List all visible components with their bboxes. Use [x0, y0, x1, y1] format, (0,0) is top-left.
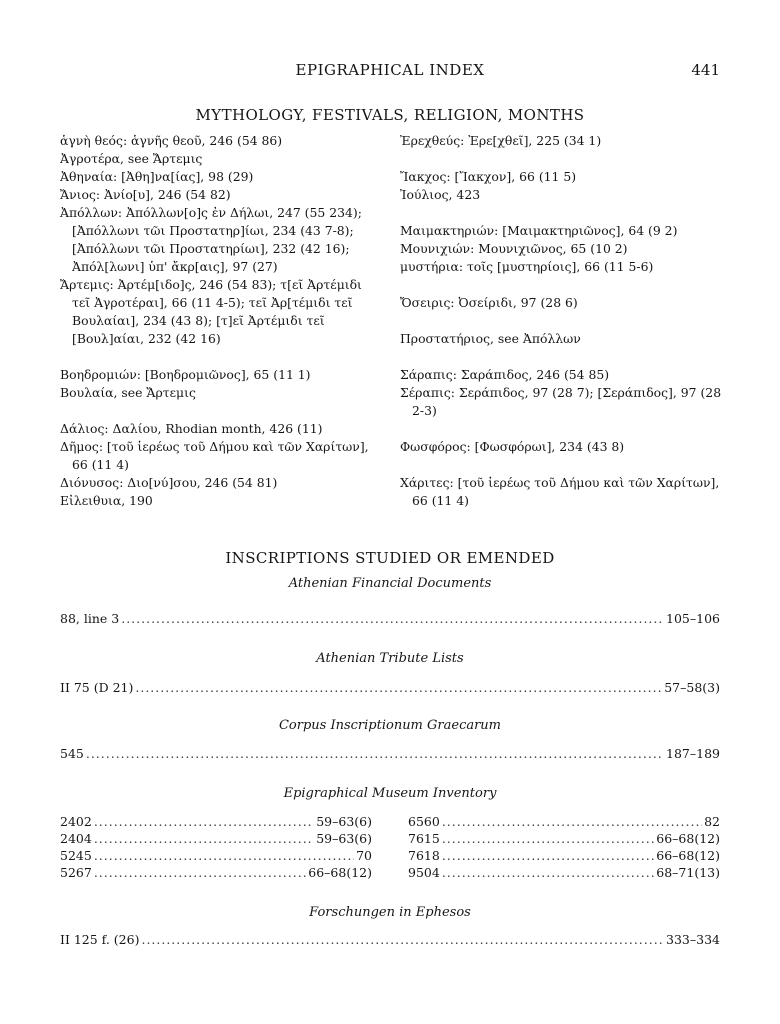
spacer [400, 348, 722, 366]
museum-column-left [60, 813, 372, 881]
index-entry: Μουνιχιών: Μουνιχιῶνος, 65 (10 2) [400, 241, 628, 256]
page-reference: 59–63(6) [316, 814, 372, 829]
inscription-row [60, 813, 372, 830]
page-reference: 105–106 [666, 611, 720, 626]
inscription-row [408, 830, 720, 847]
inscription-label: 5245 [60, 848, 92, 863]
leader-dots [442, 830, 654, 847]
section-title-mythology: MYTHOLOGY, FESTIVALS, RELIGION, MONTHS [195, 106, 585, 124]
index-entry: Ἄνιος: Ἀνίο[υ], 246 (54 82) [60, 187, 231, 202]
leader-dots [94, 830, 314, 847]
leader-dots [94, 847, 354, 864]
page-number: 441 [691, 61, 720, 79]
index-entry: Δῆμος: [τοῦ ἱερέως τοῦ Δήμου καὶ τῶν Χαρίτων], 66 (11 4) [60, 439, 369, 472]
spacer [60, 402, 382, 420]
subsection-title-financial: Athenian Financial Documents [288, 576, 492, 591]
mythology-column-right [400, 132, 722, 510]
inscription-label: 7618 [408, 848, 440, 863]
page-reference: 66–68(12) [656, 831, 720, 846]
index-entry: Διόνυσος: Διο[νύ]σου, 246 (54 81) [60, 475, 278, 490]
index-entry: Σάραπις: Σαράπιδος, 246 (54 85) [400, 367, 610, 382]
leader-dots [442, 864, 654, 881]
inscription-label: 545 [60, 746, 84, 761]
leader-dots [121, 610, 664, 628]
inscription-row [408, 813, 720, 830]
page-reference: 66–68(12) [308, 865, 372, 880]
spacer [400, 420, 722, 438]
leader-dots [442, 813, 702, 830]
leader-dots [141, 931, 664, 949]
index-entry: Ἄρτεμις: Ἀρτέμ[ιδο]ς, 246 (54 83); τ[εῖ Ἀρτέμιδι τεῖ Ἀγροτέραι], 66 (11 4-5); τεῖ Ἀρ[τέμιδι τεῖ Βουλαίαι], 234 (43 8); [τ]εῖ Ἀρτέμιδι τεῖ [Βουλ]αίαι, 232 (42 16) [60, 277, 362, 346]
page-reference: 70 [356, 848, 372, 863]
spacer [400, 456, 722, 474]
leader-dots [135, 679, 662, 697]
subsection-title-corpus: Corpus Inscriptionum Graecarum [278, 718, 502, 733]
inscription-label: II 75 (D 21) [60, 680, 134, 695]
index-entry: Ἴακχος: [Ἴακχον], 66 (11 5) [400, 169, 577, 184]
subsection-title-tribute: Athenian Tribute Lists [316, 651, 464, 666]
index-entry: Χάριτες: [τοῦ ἱερέως τοῦ Δήμου καὶ τῶν Χαρίτων], 66 (11 4) [400, 475, 720, 508]
running-head [60, 61, 720, 83]
page-reference: 68–71(13) [656, 865, 720, 880]
inscription-label: 9504 [408, 865, 440, 880]
inscription-row [60, 745, 720, 763]
index-entry: Σέραπις: Σεράπιδος, 97 (28 7); [Σεράπιδος], 97 (28 2-3) [400, 385, 722, 418]
inscription-label: 2404 [60, 831, 92, 846]
inscription-label: II 125 f. (26) [60, 932, 140, 947]
running-title: EPIGRAPHICAL INDEX [295, 61, 485, 79]
leader-dots [442, 847, 654, 864]
index-entry: Ἐρεχθεύς: Ἐρε[χθεῖ], 225 (34 1) [400, 133, 602, 148]
spacer [60, 348, 382, 366]
inscription-row [408, 864, 720, 881]
index-entry: Δάλιος: Δαλίου, Rhodian month, 426 (11) [60, 421, 323, 436]
inscription-row [60, 830, 372, 847]
inscription-row [60, 679, 720, 697]
index-entry: Ἀπόλλων: Ἀπόλλων[ο]ς ἐν Δήλωι, 247 (55 234); [Ἀπόλλωνι τῶι Προστατηρ]ίωι, 234 (43 7-8); [Ἀπόλλωνι τῶι Προστατηρίωι], 232 (42 16); Ἀπόλ[λωνι] ὑπ' ἄκρ[αις], 97 (27) [60, 205, 362, 274]
index-entry: Ὄσειρις: Ὀσείριδι, 97 (28 6) [400, 295, 578, 310]
subsection-title-museum: Epigraphical Museum Inventory [283, 786, 497, 801]
spacer [400, 312, 722, 330]
index-entry: Προστατήριος, see Ἀπόλλων [400, 331, 581, 346]
inscription-label: 88, line 3 [60, 611, 120, 626]
spacer [400, 150, 722, 168]
subsection-title-ephesos: Forschungen in Ephesos [309, 905, 471, 920]
index-entry: Μαιμακτηριών: [Μαιμακτηριῶνος], 64 (9 2) [400, 223, 678, 238]
inscription-row [60, 847, 372, 864]
index-entry: Φωσφόρος: [Φωσφόρωι], 234 (43 8) [400, 439, 625, 454]
inscription-label: 2402 [60, 814, 92, 829]
index-entry: ἁγνὴ θεός: ἁγνῆς θεοῦ, 246 (54 86) [60, 133, 283, 148]
leader-dots [94, 813, 314, 830]
inscription-label: 5267 [60, 865, 92, 880]
inscription-row [60, 864, 372, 881]
index-entry: μυστήρια: τοῖς [μυστηρίοις], 66 (11 5-6) [400, 259, 654, 274]
page-reference: 187–189 [666, 746, 720, 761]
spacer [400, 204, 722, 222]
leader-dots [86, 745, 664, 763]
index-entry: Ἀγροτέρα, see Ἄρτεμις [60, 151, 203, 166]
inscription-label: 7615 [408, 831, 440, 846]
museum-column-right [408, 813, 720, 881]
index-entry: Ἰούλιος, 423 [400, 187, 481, 202]
index-entry: Εἰλειθυια, 190 [60, 493, 153, 508]
index-entry: Βοηδρομιών: [Βοηδρομιῶνος], 65 (11 1) [60, 367, 311, 382]
page-reference: 82 [704, 814, 720, 829]
inscription-row [60, 931, 720, 949]
index-entry: Ἀθηναία: [Ἀθη]να[ίας], 98 (29) [60, 169, 254, 184]
inscription-label: 6560 [408, 814, 440, 829]
mythology-column-left [60, 132, 382, 510]
spacer [400, 276, 722, 294]
page-reference: 59–63(6) [316, 831, 372, 846]
leader-dots [94, 864, 306, 881]
page-reference: 333–334 [666, 932, 720, 947]
page-reference: 57–58(3) [664, 680, 720, 695]
index-entry: Βουλαία, see Ἄρτεμις [60, 385, 196, 400]
inscription-row [408, 847, 720, 864]
inscription-row [60, 610, 720, 628]
page-reference: 66–68(12) [656, 848, 720, 863]
section-title-inscriptions: INSCRIPTIONS STUDIED OR EMENDED [225, 549, 555, 567]
